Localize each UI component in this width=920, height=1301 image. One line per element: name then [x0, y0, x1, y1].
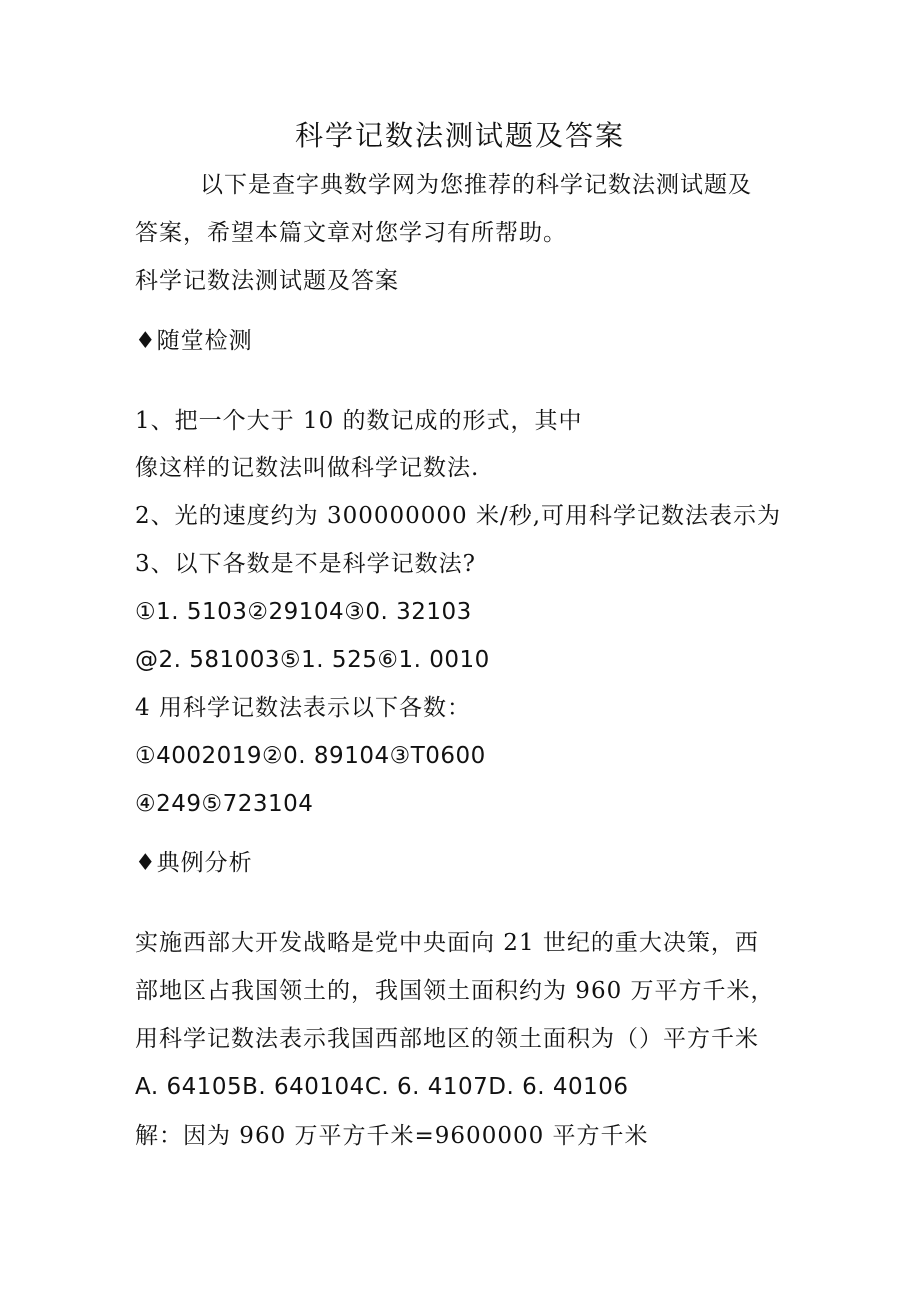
section-heading-practice: ♦随堂检测 — [135, 328, 253, 354]
question-4-items-2: ④249⑤723104 — [135, 791, 314, 817]
section-heading-examples: ♦典例分析 — [135, 850, 253, 876]
question-1-line-2: 像这样的记数法叫做科学记数法. — [135, 455, 480, 481]
solution-line: 解：因为 960 万平方千米=9600000 平方千米 — [135, 1123, 649, 1149]
question-3: 3、以下各数是不是科学记数法? — [135, 551, 476, 577]
question-2: 2、光的速度约为 300000000 米/秒,可用科学记数法表示为 — [135, 503, 782, 529]
question-4-items-1: ①4002019②0. 89104③T0600 — [135, 743, 486, 769]
intro-paragraph-line-1: 以下是查字典数学网为您推荐的科学记数法测试题及 — [200, 172, 752, 198]
question-4: 4 用科学记数法表示以下各数： — [135, 695, 471, 721]
example-line-3: 用科学记数法表示我国西部地区的领土面积为（）平方千米 — [135, 1026, 759, 1052]
question-3-items-1: ①1. 5103②29104③0. 32103 — [135, 599, 472, 625]
example-line-2: 部地区占我国领土的，我国领土面积约为 960 万平方千米， — [135, 978, 775, 1004]
question-3-items-2: @2. 581003⑤1. 525⑥1. 0010 — [135, 647, 490, 673]
example-line-1: 实施西部大开发战略是党中央面向 21 世纪的重大决策，西 — [135, 930, 759, 956]
intro-paragraph-line-2: 答案，希望本篇文章对您学习有所帮助。 — [135, 220, 567, 246]
subtitle: 科学记数法测试题及答案 — [135, 268, 399, 294]
example-options: A. 64105B. 640104C. 6. 4107D. 6. 40106 — [135, 1074, 629, 1100]
question-1-line-1: 1、把一个大于 10 的数记成的形式，其中 — [135, 408, 583, 434]
page-title: 科学记数法测试题及答案 — [294, 119, 625, 152]
